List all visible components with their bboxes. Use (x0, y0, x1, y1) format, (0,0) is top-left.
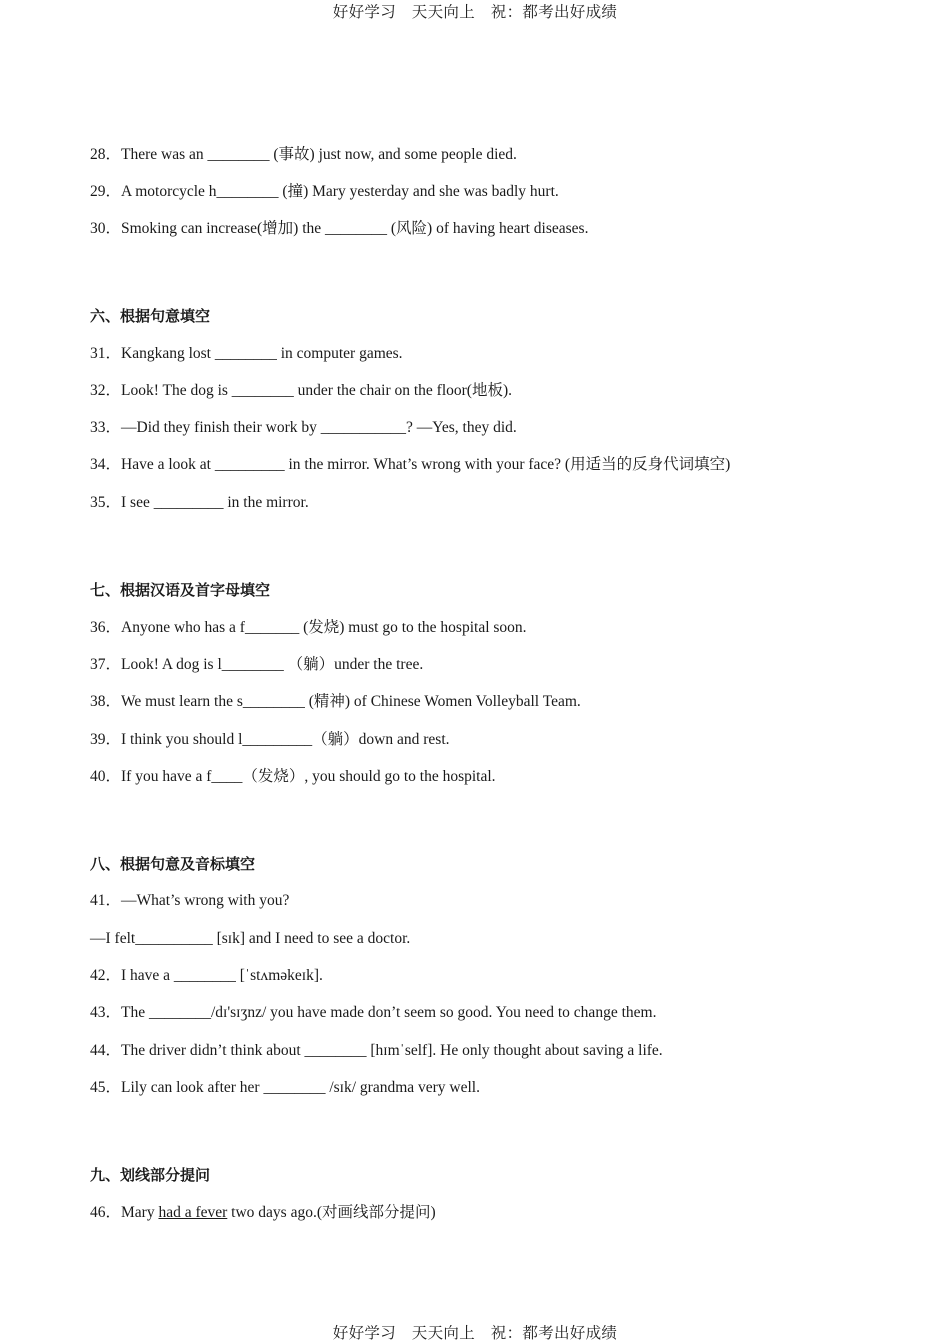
page-header: 好好学习 天天向上 祝：都考出好成绩 (332, 3, 618, 21)
question-41: 41．—What’s wrong with you? (90, 892, 290, 909)
question-34: 34．Have a look at _________ in the mirror. What’s wrong with your face? (用适当的反身代词填空) (90, 456, 731, 473)
question-42: 42．I have a ________ [ˈstʌməkeɪk]. (90, 967, 323, 984)
question-46-suffix: two days ago.(对画线部分提问) (227, 1204, 436, 1221)
question-31: 31．Kangkang lost ________ in computer games. (90, 345, 403, 362)
question-36: 36．Anyone who has a f_______ (发烧) must go to the hospital soon. (90, 619, 527, 636)
question-39: 39．I think you should l_________（躺）down and rest. (90, 731, 450, 748)
underlined-phrase: had a fever (158, 1204, 228, 1221)
section-title-9: 九、划线部分提问 (90, 1166, 211, 1184)
question-46-prefix: 46．Mary (90, 1204, 159, 1221)
question-44: 44．The driver didn’t think about ________ [hɪmˈself]. He only thought about saving a life. (90, 1042, 663, 1059)
question-46 (90, 1203, 436, 1223)
question-38: 38．We must learn the s________ (精神) of Chinese Women Volleyball Team. (90, 693, 581, 710)
question-32: 32．Look! The dog is ________ under the chair on the floor(地板). (90, 382, 513, 399)
question-40: 40．If you have a f____（发烧）, you should go to the hospital. (90, 768, 496, 785)
section-title-7: 七、根据汉语及首字母填空 (90, 581, 271, 599)
question-35: 35．I see _________ in the mirror. (90, 494, 309, 511)
question-30: 30．Smoking can increase(增加) the ________ (风险) of having heart diseases. (90, 220, 589, 237)
question-29: 29．A motorcycle h________ (撞) Mary yesterday and she was badly hurt. (90, 183, 559, 200)
section-title-8: 八、根据句意及音标填空 (90, 855, 256, 873)
question-28: 28．There was an ________ (事故) just now, and some people died. (90, 146, 517, 163)
question-43: 43．The ________/dɪ'sɪʒnz/ you have made don’t seem so good. You need to change them. (90, 1004, 657, 1021)
question-41-answer-line: —I felt__________ [sɪk] and I need to see a doctor. (90, 930, 411, 947)
section-title-6: 六、根据句意填空 (90, 307, 211, 325)
question-45: 45．Lily can look after her ________ /sɪk/ grandma very well. (90, 1079, 480, 1096)
page-footer: 好好学习 天天向上 祝：都考出好成绩 (332, 1324, 618, 1342)
question-33: 33．—Did they finish their work by ___________? —Yes, they did. (90, 419, 517, 436)
question-37: 37．Look! A dog is l________ （躺）under the tree. (90, 656, 424, 673)
